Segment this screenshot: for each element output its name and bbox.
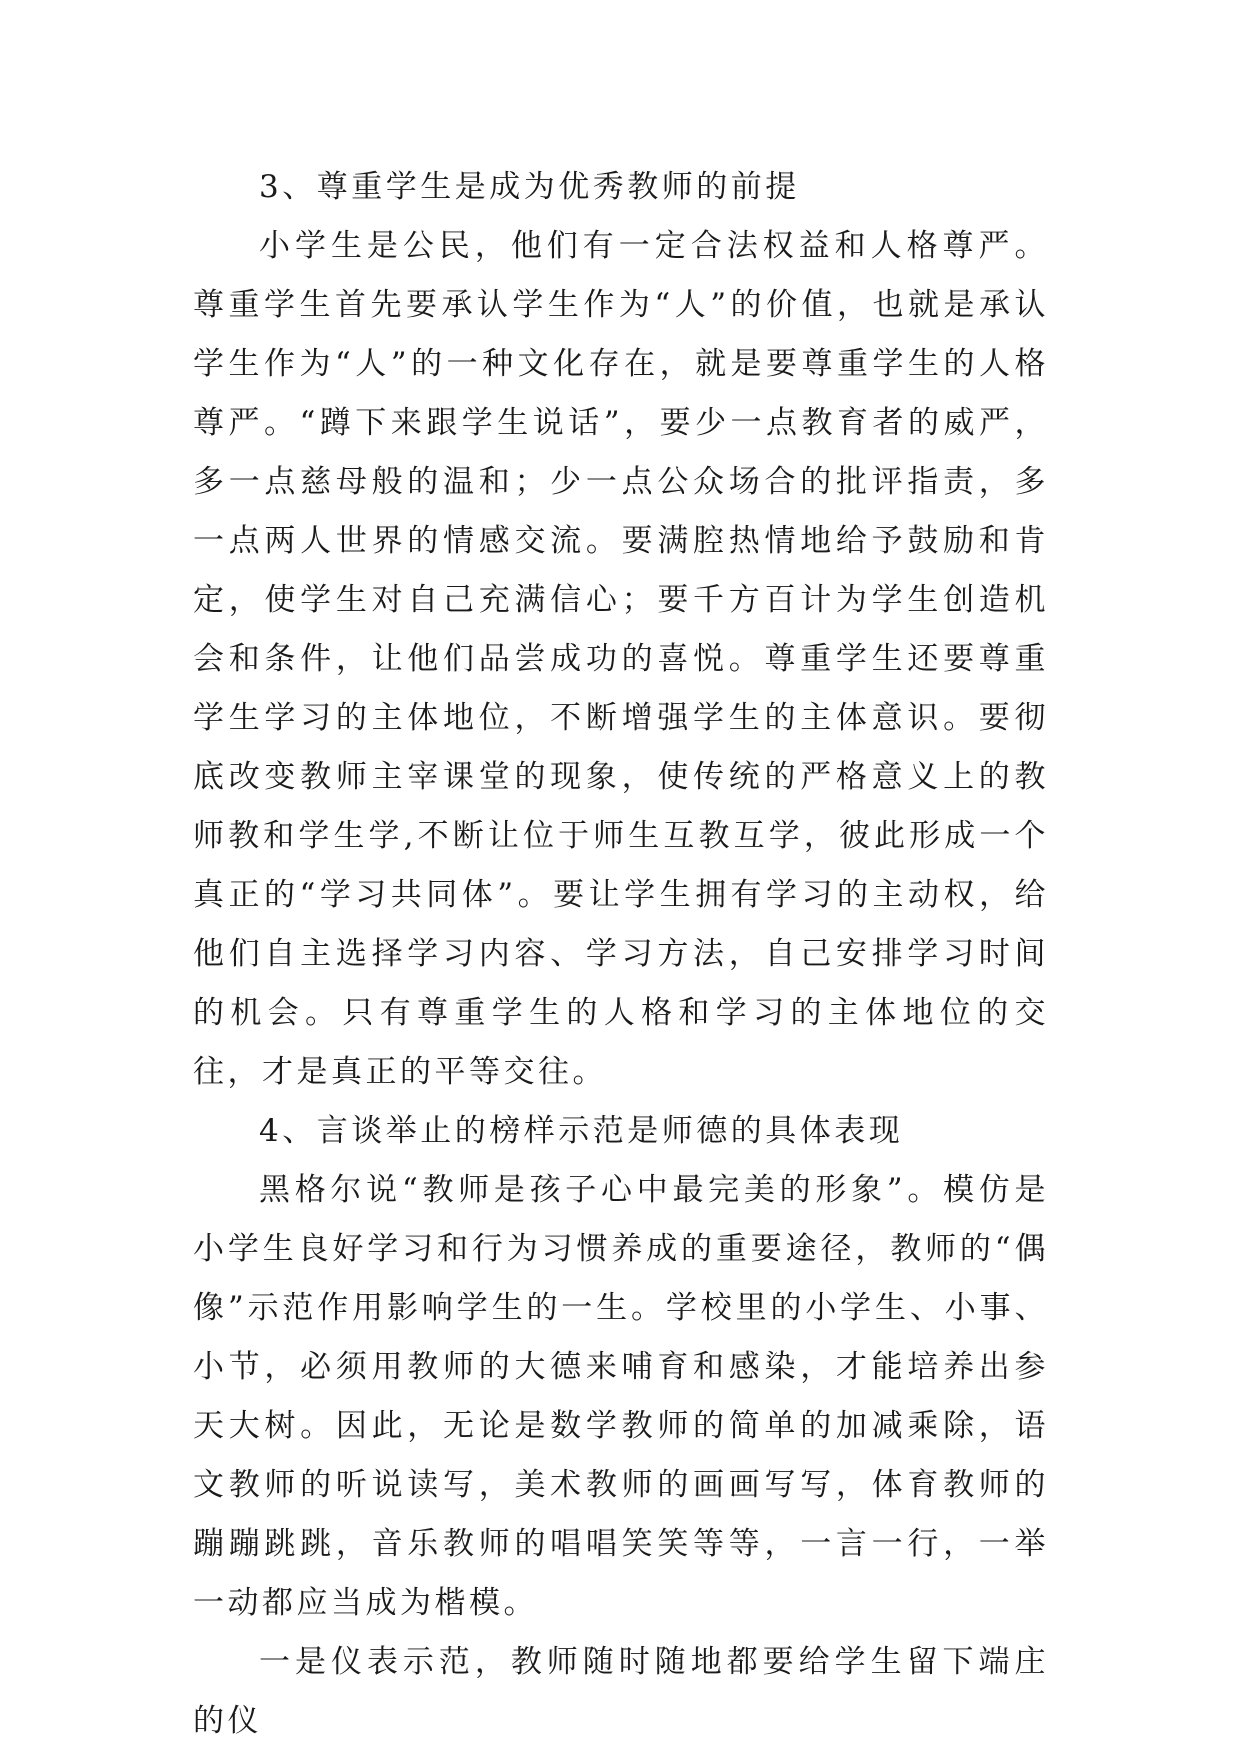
section-heading-4: 4、言谈举止的榜样示范是师德的具体表现 (259, 1113, 904, 1149)
paragraph-appearance: 一是仪表示范，教师随时随地都要给学生留下端庄的仪 (193, 1644, 1049, 1739)
paragraph-role-model: 黑格尔说“教师是孩子心中最完美的形象”。模仿是小学生良好学习和行为习惯养成的重要途径，教师的“偶像”示范作用影响学生的一生。学校里的小学生、小事、小节，必须用教师的大德来哺育和感染，才能培养出参天大树。因此，无论是数学教师的简单的加减乘除，语文教师的听说读写，美术教师的画画写写，体育教师的蹦蹦跳跳，音乐教师的唱唱笑笑等等，一言一行，一举一动都应当成为楷模。 (193, 1172, 1049, 1621)
paragraph-respect-students: 小学生是公民，他们有一定合法权益和人格尊严。尊重学生首先要承认学生作为“人”的价值，也就是承认学生作为“人”的一种文化存在，就是要尊重学生的人格尊严。“蹲下来跟学生说话”，要少一点教育者的威严，多一点慈母般的温和；少一点公众场合的批评指责，多一点两人世界的情感交流。要满腔热情地给予鼓励和肯定，使学生对自己充满信心；要千方百计为学生创造机会和条件，让他们品尝成功的喜悦。尊重学生还要尊重学生学习的主体地位，不断增强学生的主体意识。要彻底改变教师主宰课堂的现象，使传统的严格意义上的教师教和学生学,不断让位于师生互教互学，彼此形成一个真正的“学习共同体”。要让学生拥有学习的主动权，给他们自主选择学习内容、学习方法，自己安排学习时间的机会。只有尊重学生的人格和学习的主体地位的交往，才是真正的平等交往。 (193, 228, 1049, 1090)
section-heading-3: 3、尊重学生是成为优秀教师的前提 (259, 169, 800, 205)
document-body (193, 158, 1049, 1751)
